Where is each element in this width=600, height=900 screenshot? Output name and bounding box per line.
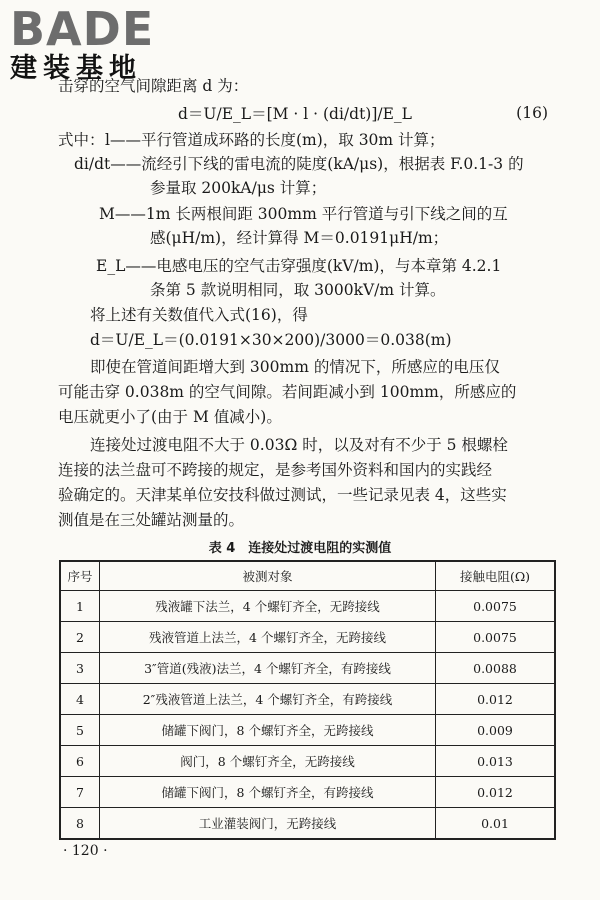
paragraph-2-line4: 测值是在三处罐站测量的。 [58, 511, 245, 529]
logo [10, 2, 180, 84]
cell-object: 残液罐下法兰，4 个螺钉齐全，无跨接线 [100, 591, 436, 622]
def-term-l: l [105, 131, 110, 149]
resistance-table [59, 560, 556, 840]
def-term-EL: E_L [96, 257, 126, 275]
equation-16: d＝U/E_L＝[M · l · (di/dt)]/E_L [178, 105, 412, 123]
where-label: 式中： [58, 131, 105, 149]
paragraph-2-line3: 验确定的。天津某单位安技科做过测试，一些记录见表 4，这些实 [58, 486, 507, 504]
cell-object: 3″管道(残液)法兰，4 个螺钉齐全，有跨接线 [100, 653, 436, 684]
cell-object: 残液管道上法兰，4 个螺钉齐全，无跨接线 [100, 622, 436, 653]
paragraph-1-line1: 即使在管道间距增大到 300mm 的情况下，所感应的电压仅 [90, 358, 500, 376]
substitution-line: 将上述有关数值代入式(16)，得 [90, 306, 308, 324]
logo-subtitle: 建装基地 [10, 53, 142, 84]
cell-resistance: 0.012 [436, 777, 556, 808]
cell-seq: 8 [60, 808, 100, 840]
cell-resistance: 0.0075 [436, 622, 556, 653]
cell-resistance: 0.013 [436, 746, 556, 777]
cell-object: 2″残液管道上法兰，4 个螺钉齐全，有跨接线 [100, 684, 436, 715]
def-EL-line2: 条第 5 款说明相同，取 3000kV/m 计算。 [150, 281, 446, 299]
text-line: 击穿的空气间隙距离 d 为： [58, 77, 249, 95]
table-row [60, 684, 555, 715]
cell-seq: 1 [60, 591, 100, 622]
header-object: 被测对象 [100, 561, 436, 591]
cell-resistance: 0.0075 [436, 591, 556, 622]
def-term-M: M [99, 205, 115, 223]
header-resistance: 接触电阻(Ω) [436, 561, 556, 591]
cell-object: 工业灌装阀门，无跨接线 [100, 808, 436, 840]
paragraph-1-line2: 可能击穿 0.038m 的空气间隙。若间距减小到 100mm，所感应的 [58, 383, 517, 401]
cell-object: 储罐下阀门，8 个螺钉齐全，无跨接线 [100, 715, 436, 746]
def-didt-line1: ——流经引下线的雷电流的陡度(kA/μs)，根据表 F.0.1-3 的 [110, 155, 524, 173]
cell-seq: 3 [60, 653, 100, 684]
def-M-line1: ——1m 长两根间距 300mm 平行管道与引下线之间的互 [114, 205, 508, 223]
def-didt-line2: 参量取 200kA/μs 计算； [150, 179, 327, 197]
header-seq: 序号 [60, 561, 100, 591]
cell-seq: 5 [60, 715, 100, 746]
cell-object: 阀门，8 个螺钉齐全，无跨接线 [100, 746, 436, 777]
def-l: ——平行管道成环路的长度(m)，取 30m 计算； [109, 131, 445, 149]
table-row [60, 653, 555, 684]
cell-resistance: 0.0088 [436, 653, 556, 684]
paragraph-2-line1: 连接处过渡电阻不大于 0.03Ω 时，以及对有不少于 5 根螺栓 [90, 436, 508, 454]
table-caption: 表 4 连接处过渡电阻的实测值 [208, 541, 392, 556]
def-M-line2: 感(μH/m)，经计算得 M＝0.0191μH/m； [150, 229, 449, 247]
table-row [60, 808, 555, 840]
table-row [60, 591, 555, 622]
cell-seq: 7 [60, 777, 100, 808]
paragraph-2-line2: 连接的法兰盘可不跨接的规定，是参考国外资料和国内的实践经 [58, 461, 493, 479]
table-row [60, 622, 555, 653]
logo-brand: BADE [10, 2, 155, 56]
table-header-row [60, 561, 555, 591]
cell-resistance: 0.009 [436, 715, 556, 746]
cell-resistance: 0.012 [436, 684, 556, 715]
table-row [60, 746, 555, 777]
equation-number: (16) [516, 104, 548, 122]
equation-result: d＝U/E_L＝(0.0191×30×200)/3000＝0.038(m) [90, 331, 452, 349]
cell-seq: 2 [60, 622, 100, 653]
page-number: · 120 · [63, 843, 108, 859]
cell-seq: 6 [60, 746, 100, 777]
cell-seq: 4 [60, 684, 100, 715]
table-row [60, 777, 555, 808]
def-EL-line1: ——电感电压的空气击穿强度(kV/m)，与本章第 4.2.1 [125, 257, 502, 275]
paragraph-1-line3: 电压就更小了(由于 M 值减小)。 [58, 408, 282, 426]
table-row [60, 715, 555, 746]
cell-object: 储罐下阀门，8 个螺钉齐全，有跨接线 [100, 777, 436, 808]
cell-resistance: 0.01 [436, 808, 556, 840]
def-term-didt: di/dt [74, 155, 111, 173]
